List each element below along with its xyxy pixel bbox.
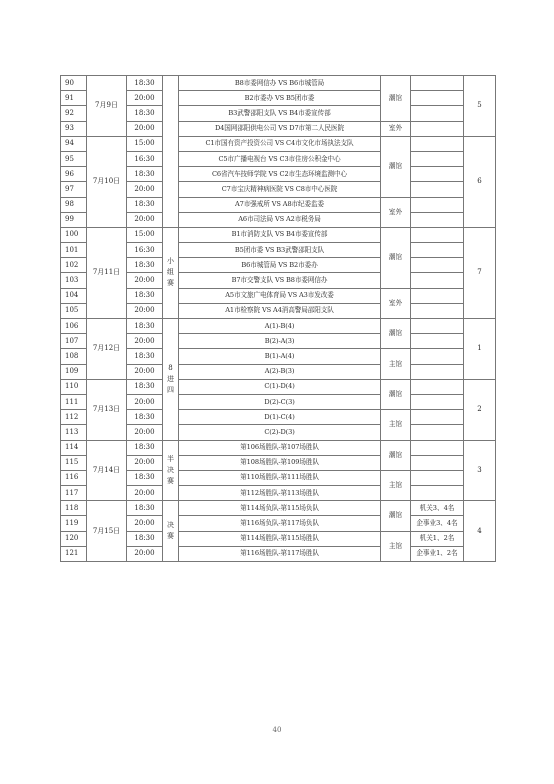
table-row [61, 151, 496, 166]
table-row [61, 212, 496, 227]
venue: 主馆 [381, 349, 411, 379]
stage-cell-empty [163, 76, 179, 228]
note-cell [411, 349, 464, 364]
note-cell [411, 273, 464, 288]
match-time: 18:30 [127, 379, 163, 394]
match-date: 7月11日 [87, 227, 127, 318]
match-number: 103 [61, 273, 87, 288]
round-number: 1 [464, 319, 496, 380]
stage-label-char: 赛 [167, 279, 174, 288]
note-cell [411, 76, 464, 91]
table-row [61, 319, 496, 334]
note-cell [411, 303, 464, 318]
match-pairing: B5团市委 VS B3武警邵阳支队 [179, 243, 381, 258]
match-time: 20:00 [127, 425, 163, 440]
match-pairing: 第114场负队-第115场负队 [179, 501, 381, 516]
stage-label [163, 440, 179, 501]
match-pairing: A7市强戒所 VS A8市纪委监委 [179, 197, 381, 212]
ranking-note: 机关3、4名 [411, 501, 464, 516]
stage-label [163, 227, 179, 318]
match-pairing: C6省汽车技师学院 VS C2市生态环境监测中心 [179, 167, 381, 182]
table-row [61, 167, 496, 182]
match-time: 18:30 [127, 76, 163, 91]
venue: 主馆 [381, 531, 411, 561]
match-pairing: 第116场胜队-第117场胜队 [179, 546, 381, 561]
stage-label-char: 决 [167, 521, 174, 530]
match-pairing: A(2)-B(3) [179, 364, 381, 379]
venue: 潮馆 [381, 76, 411, 122]
match-number: 109 [61, 364, 87, 379]
match-time: 18:30 [127, 319, 163, 334]
match-number: 110 [61, 379, 87, 394]
match-number: 90 [61, 76, 87, 91]
match-date: 7月10日 [87, 136, 127, 227]
match-time: 15:00 [127, 136, 163, 151]
stage-label-char: 决 [167, 465, 174, 474]
schedule-table [60, 75, 496, 562]
match-time: 20:00 [127, 303, 163, 318]
table-row [61, 394, 496, 409]
stage-label-char: 小 [167, 257, 174, 266]
venue: 室外 [381, 288, 411, 318]
match-number: 118 [61, 501, 87, 516]
match-pairing: A6市司法局 VS A2市税务局 [179, 212, 381, 227]
table-row [61, 470, 496, 485]
match-pairing: 第116场负队-第117场负队 [179, 516, 381, 531]
match-time: 18:30 [127, 470, 163, 485]
match-date: 7月13日 [87, 379, 127, 440]
note-cell [411, 243, 464, 258]
table-row [61, 379, 496, 394]
table-row [61, 273, 496, 288]
match-time: 20:00 [127, 455, 163, 470]
note-cell [411, 91, 464, 106]
match-time: 20:00 [127, 364, 163, 379]
match-number: 91 [61, 91, 87, 106]
match-date: 7月12日 [87, 319, 127, 380]
venue: 主馆 [381, 470, 411, 500]
match-time: 20:00 [127, 334, 163, 349]
table-row [61, 227, 496, 242]
note-cell [411, 106, 464, 121]
match-pairing: B(1)-A(4) [179, 349, 381, 364]
match-pairing: C(2)-D(3) [179, 425, 381, 440]
match-pairing: B(2)-A(3) [179, 334, 381, 349]
stage-label-text [163, 256, 178, 289]
match-time: 18:30 [127, 410, 163, 425]
match-number: 97 [61, 182, 87, 197]
match-number: 99 [61, 212, 87, 227]
match-date: 7月9日 [87, 76, 127, 137]
match-time: 20:00 [127, 516, 163, 531]
match-number: 105 [61, 303, 87, 318]
match-time: 20:00 [127, 91, 163, 106]
match-pairing: B7市交警支队 VS B8市委网信办 [179, 273, 381, 288]
match-number: 98 [61, 197, 87, 212]
note-cell [411, 379, 464, 394]
match-number: 104 [61, 288, 87, 303]
match-number: 114 [61, 440, 87, 455]
match-time: 15:00 [127, 227, 163, 242]
match-number: 100 [61, 227, 87, 242]
note-cell [411, 455, 464, 470]
table-row [61, 136, 496, 151]
match-number: 117 [61, 486, 87, 501]
note-cell [411, 364, 464, 379]
match-number: 119 [61, 516, 87, 531]
match-pairing: 第114场胜队-第115场胜队 [179, 531, 381, 546]
note-cell [411, 151, 464, 166]
note-cell [411, 425, 464, 440]
match-time: 18:30 [127, 167, 163, 182]
match-number: 106 [61, 319, 87, 334]
match-pairing: C5市广播电视台 VS C3市住房公积金中心 [179, 151, 381, 166]
note-cell [411, 288, 464, 303]
match-time: 20:00 [127, 182, 163, 197]
table-row [61, 76, 496, 91]
note-cell [411, 121, 464, 136]
match-number: 108 [61, 349, 87, 364]
note-cell [411, 227, 464, 242]
stage-label-text [163, 454, 178, 487]
ranking-note: 企事业3、4名 [411, 516, 464, 531]
stage-label-char: 组 [167, 268, 174, 277]
match-number: 96 [61, 167, 87, 182]
match-number: 107 [61, 334, 87, 349]
note-cell [411, 394, 464, 409]
note-cell [411, 258, 464, 273]
match-time: 20:00 [127, 486, 163, 501]
match-time: 18:30 [127, 106, 163, 121]
match-number: 120 [61, 531, 87, 546]
round-number: 2 [464, 379, 496, 440]
match-pairing: 第106场胜队-第107场胜队 [179, 440, 381, 455]
note-cell [411, 197, 464, 212]
venue: 室外 [381, 121, 411, 136]
match-pairing: D(2)-C(3) [179, 394, 381, 409]
table-row [61, 486, 496, 501]
table-row [61, 182, 496, 197]
match-pairing: B2市委办 VS B5团市委 [179, 91, 381, 106]
page-number: 40 [272, 726, 282, 734]
table-row [61, 425, 496, 440]
match-number: 112 [61, 410, 87, 425]
stage-label-text [163, 520, 178, 542]
stage-label-char: 赛 [167, 476, 174, 485]
table-row [61, 364, 496, 379]
table-row [61, 258, 496, 273]
note-cell [411, 486, 464, 501]
match-time: 18:30 [127, 258, 163, 273]
match-pairing: C7市宝庆精神病医院 VS C8市中心医院 [179, 182, 381, 197]
match-pairing: B6市城管局 VS B2市委办 [179, 258, 381, 273]
stage-label-char: 四 [167, 385, 174, 394]
stage-label-char: 进 [167, 374, 174, 383]
match-time: 16:30 [127, 151, 163, 166]
note-cell [411, 136, 464, 151]
match-pairing: C(1)-D(4) [179, 379, 381, 394]
stage-label [163, 319, 179, 441]
table-row [61, 91, 496, 106]
match-time: 18:30 [127, 197, 163, 212]
match-pairing: 第108场胜队-第109场胜队 [179, 455, 381, 470]
table-row [61, 546, 496, 561]
match-number: 116 [61, 470, 87, 485]
match-pairing: D(1)-C(4) [179, 410, 381, 425]
table-row [61, 440, 496, 455]
table-row [61, 121, 496, 136]
round-number: 6 [464, 136, 496, 227]
match-pairing: B1市消防支队 VS B4市委宣传部 [179, 227, 381, 242]
table-row [61, 501, 496, 516]
match-number: 101 [61, 243, 87, 258]
ranking-note: 机关1、2名 [411, 531, 464, 546]
schedule-body [61, 76, 496, 562]
match-number: 111 [61, 394, 87, 409]
round-number: 7 [464, 227, 496, 318]
match-pairing: C1市国有资产投资公司 VS C4市文化市场执法支队 [179, 136, 381, 151]
match-time: 18:30 [127, 288, 163, 303]
note-cell [411, 410, 464, 425]
match-pairing: A(1)-B(4) [179, 319, 381, 334]
table-row [61, 334, 496, 349]
stage-label-char: 赛 [167, 532, 174, 541]
match-time: 18:30 [127, 440, 163, 455]
table-row [61, 288, 496, 303]
match-time: 20:00 [127, 394, 163, 409]
round-number: 4 [464, 501, 496, 562]
match-date: 7月15日 [87, 501, 127, 562]
match-number: 95 [61, 151, 87, 166]
match-number: 92 [61, 106, 87, 121]
match-number: 113 [61, 425, 87, 440]
match-number: 121 [61, 546, 87, 561]
match-number: 102 [61, 258, 87, 273]
table-row [61, 106, 496, 121]
venue: 潮馆 [381, 501, 411, 531]
match-time: 18:30 [127, 531, 163, 546]
match-number: 94 [61, 136, 87, 151]
stage-label-char: 8 [168, 363, 173, 372]
venue: 潮馆 [381, 379, 411, 409]
table-row [61, 349, 496, 364]
stage-label-text [163, 363, 178, 396]
match-time: 20:00 [127, 546, 163, 561]
table-row [61, 243, 496, 258]
match-pairing: D4国网邵阳供电公司 VS D7市第二人民医院 [179, 121, 381, 136]
match-number: 115 [61, 455, 87, 470]
table-row [61, 410, 496, 425]
note-cell [411, 182, 464, 197]
match-pairing: A1市检察院 VS A4消高警局邵阳支队 [179, 303, 381, 318]
table-row [61, 531, 496, 546]
note-cell [411, 319, 464, 334]
match-pairing: 第110场胜队-第111场胜队 [179, 470, 381, 485]
note-cell [411, 440, 464, 455]
match-date: 7月14日 [87, 440, 127, 501]
venue: 潮馆 [381, 136, 411, 197]
note-cell [411, 167, 464, 182]
match-time: 18:30 [127, 349, 163, 364]
venue: 潮馆 [381, 227, 411, 288]
match-pairing: B3武警邵阳支队 VS B4市委宣传部 [179, 106, 381, 121]
note-cell [411, 334, 464, 349]
venue: 潮馆 [381, 440, 411, 470]
note-cell [411, 212, 464, 227]
stage-label-char: 半 [167, 454, 174, 463]
table-row [61, 455, 496, 470]
match-time: 20:00 [127, 212, 163, 227]
table-row [61, 197, 496, 212]
match-time: 18:30 [127, 501, 163, 516]
venue: 潮馆 [381, 319, 411, 349]
round-number: 3 [464, 440, 496, 501]
ranking-note: 企事业1、2名 [411, 546, 464, 561]
venue: 主馆 [381, 410, 411, 440]
match-time: 20:00 [127, 121, 163, 136]
match-pairing: 第112场胜队-第113场胜队 [179, 486, 381, 501]
note-cell [411, 470, 464, 485]
venue: 室外 [381, 197, 411, 227]
stage-label [163, 501, 179, 562]
match-number: 93 [61, 121, 87, 136]
match-time: 20:00 [127, 273, 163, 288]
match-pairing: B8市委网信办 VS B6市城管局 [179, 76, 381, 91]
match-pairing: A5市文旅广电体育局 VS A3市发改委 [179, 288, 381, 303]
table-row [61, 516, 496, 531]
match-time: 16:30 [127, 243, 163, 258]
round-number: 5 [464, 76, 496, 137]
table-row [61, 303, 496, 318]
